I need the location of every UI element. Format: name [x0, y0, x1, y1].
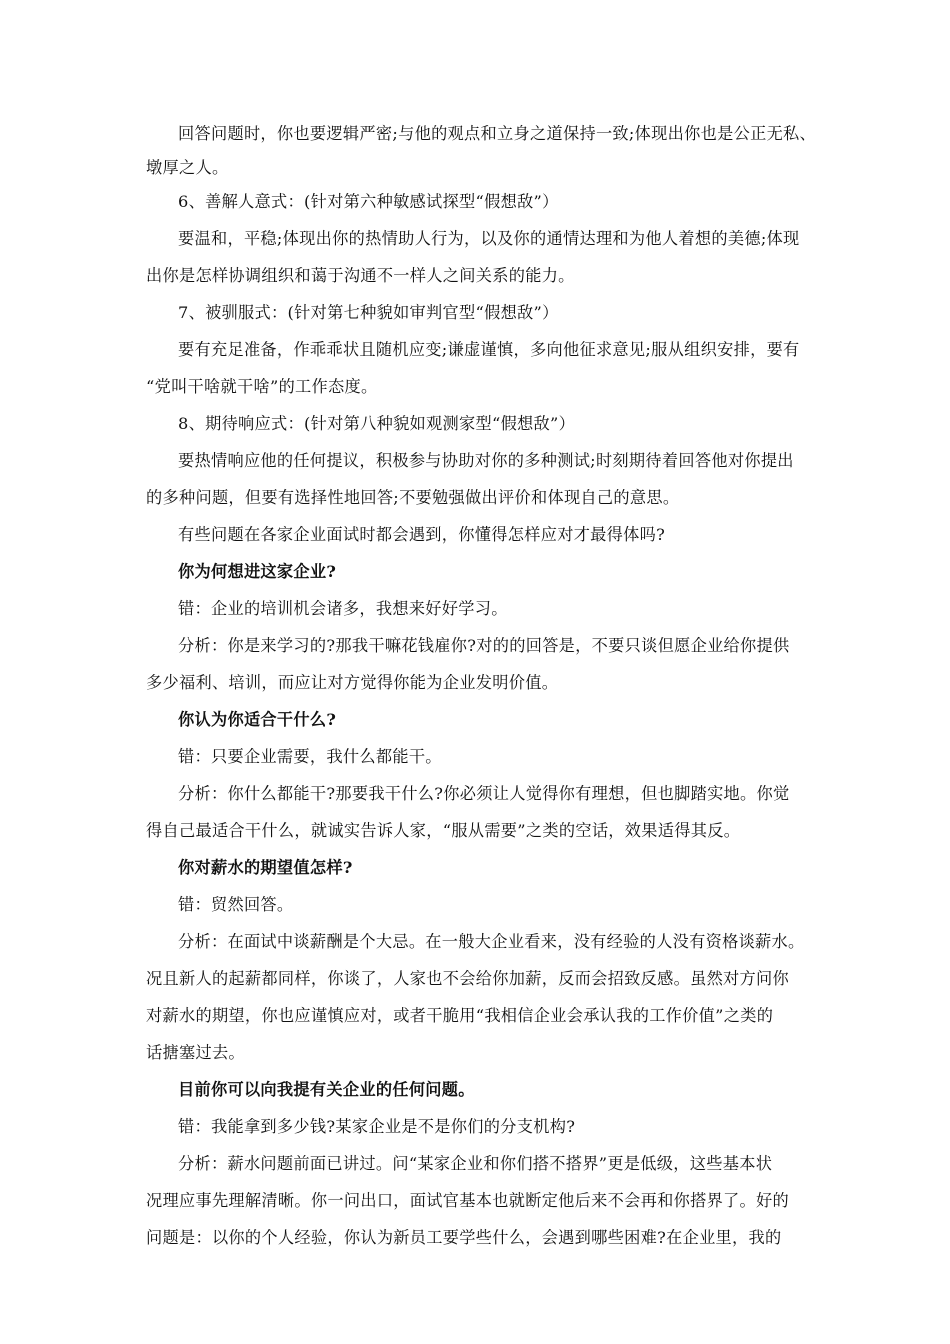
wrong-answer-line: 错：贸然回答。 [178, 895, 294, 914]
paragraph-line: 出你是怎样协调组织和蔼于沟通不一样人之间关系的能力。 [146, 266, 575, 285]
section-heading-7: 7、被驯服式：(针对第七种貌如审判官型“假想敌”） [178, 303, 559, 322]
paragraph-line: 的多种问题，但要有选择性地回答;不要勉强做出评价和体现自己的意思。 [146, 488, 680, 507]
wrong-answer-line: 错：只要企业需要，我什么都能干。 [178, 747, 442, 766]
paragraph-line: 要热情响应他的任何提议，积极参与协助对你的多种测试;时刻期待着回答他对你提出 [178, 451, 794, 470]
section-heading-6: 6、善解人意式：(针对第六种敏感试探型“假想敌”） [178, 192, 559, 211]
paragraph-line: 要有充足准备，作乖乖状且随机应变;谦虚谨慎，多向他征求意见;服从组织安排，要有 [178, 340, 800, 359]
section-heading-8: 8、期待响应式：(针对第八种貌如观测家型“假想敌”） [178, 414, 576, 433]
paragraph-line: 要温和，平稳;体现出你的热情助人行为，以及你的通情达理和为他人着想的美德;体现 [178, 229, 800, 248]
question-heading: 目前你可以向我提有关企业的任何问题。 [178, 1080, 475, 1099]
analysis-line: 况且新人的起薪都同样，你谈了，人家也不会给你加薪，反而会招致反感。虽然对方问你 [146, 969, 790, 988]
analysis-line: 多少福利、培训，而应让对方觉得你能为企业发明价值。 [146, 673, 559, 692]
paragraph-line: 回答问题时，你也要逻辑严密;与他的观点和立身之道保持一致;体现出你也是公正无私、 [178, 124, 817, 143]
analysis-line: 问题是：以你的个人经验，你认为新员工要学些什么，会遇到哪些困难?在企业里，我的 [146, 1228, 782, 1247]
question-heading: 你对薪水的期望值怎样? [178, 858, 353, 877]
paragraph-line: “党叫干啥就干啥”的工作态度。 [146, 377, 378, 396]
paragraph-line: 有些问题在各家企业面试时都会遇到，你懂得怎样应对才最得体吗? [178, 525, 666, 544]
document-body [146, 122, 818, 1249]
analysis-line: 分析：你是来学习的?那我干嘛花钱雇你?对的的回答是，不要只谈但愿企业给你提供 [178, 636, 790, 655]
analysis-line: 况理应事先理解清晰。你一问出口，面试官基本也就断定他后来不会再和你搭界了。好的 [146, 1191, 790, 1210]
question-heading: 你认为你适合干什么? [178, 710, 337, 729]
analysis-line: 分析：薪水问题前面已讲过。问“某家企业和你们搭不搭界”更是低级，这些基本状 [178, 1154, 773, 1173]
analysis-line: 得自己最适合干什么，就诚实告诉人家，“服从需要”之类的空话，效果适得其反。 [146, 821, 741, 840]
analysis-line: 对薪水的期望，你也应谨慎应对，或者干脆用“我相信企业会承认我的工作价值”之类的 [146, 1006, 774, 1025]
analysis-line: 分析：你什么都能干?那要我干什么?你必须让人觉得你有理想，但也脚踏实地。你觉 [178, 784, 790, 803]
paragraph-line: 墩厚之人。 [146, 158, 229, 177]
wrong-answer-line: 错：我能拿到多少钱?某家企业是不是你们的分支机构? [178, 1117, 576, 1136]
question-heading: 你为何想进这家企业? [178, 562, 337, 581]
analysis-line: 分析：在面试中谈薪酬是个大忌。在一般大企业看来，没有经验的人没有资格谈薪水。 [178, 932, 805, 951]
wrong-answer-line: 错：企业的培训机会诸多，我想来好好学习。 [178, 599, 508, 618]
analysis-line: 话搪塞过去。 [146, 1043, 245, 1062]
